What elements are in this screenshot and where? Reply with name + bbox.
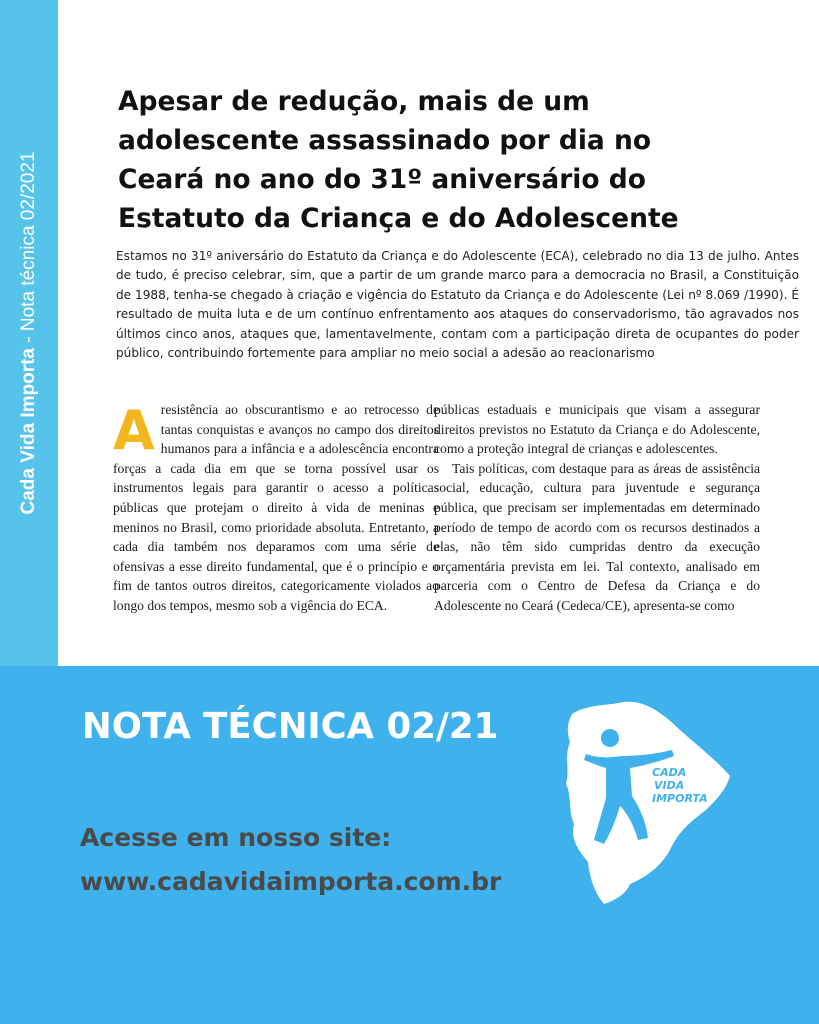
side-brand-text — [18, 152, 40, 515]
article-headline — [118, 82, 768, 238]
headline-line: Estatuto da Criança e do Adolescente — [118, 203, 679, 234]
article-paragraph: públicas estaduais e municipais que visam a assegurar direitos previstos no Estatuto da Criança e do Adolescente, como a proteção integral de crianças e adolescentes. — [434, 402, 760, 457]
nota-tecnica-title: NOTA TÉCNICA 02/21 — [82, 706, 499, 747]
headline-line: Apesar de redução, mais de um — [118, 86, 590, 117]
logo-line: IMPORTA — [652, 792, 708, 805]
site-url-link[interactable]: www.cadavidaimporta.com.br — [80, 867, 502, 896]
article-paragraph: Tais políticas, com destaque para as áreas de assistência social, educação, cultura para juventude e segurança pública, que precisam ser implementadas em determinado período de tempo de acordo com os recursos destinados a elas, não têm sido cumpridas dentro da execução orçamentária prevista em lei. Tal contexto, analisado em parceria com o Centro de Defesa da Criança e do Adolescente no Ceará (Cedeca/CE), apresenta-se como — [434, 460, 760, 613]
side-strip — [0, 0, 58, 666]
article-column-right — [434, 400, 760, 616]
logo-line: VIDA — [654, 779, 685, 792]
article-paragraph: resistência ao obscurantismo e ao retrocesso de tantas conquistas e avanços no campo dos direitos humanos para a infância e a adolescência encontra forças a cada dia em que se torna possível usar os instrumentos legais para garantir o acesso a políticas públicas que protejam o direito à vida de meninas e meninos no Brasil, como prioridade absoluta. Entretanto, a cada dia também nos deparamos com uma série de ofensivas a esse direito fundamental, que é o princípio e o fim de tantos outros direitos, categoricamente violados ao longo dos tempos, mesmo sob a vigência do ECA. — [113, 402, 439, 613]
side-brand-rest: - Nota técnica 02/2021 — [18, 151, 39, 348]
ceara-map-logo-icon — [560, 700, 732, 906]
article-column-left — [113, 400, 439, 616]
drop-cap: A — [113, 399, 155, 462]
headline-line: Ceará no ano do 31º aniversário do — [118, 164, 646, 195]
access-label: Acesse em nosso site: — [80, 823, 392, 852]
side-brand-bold: Cada Vida Importa — [18, 347, 39, 515]
headline-line: adolescente assassinado por dia no — [118, 125, 652, 156]
article-lead: Estamos no 31º aniversário do Estatuto da Criança e do Adolescente (ECA), celebrado no dia 13 de julho. Antes de tudo, é preciso celebrar, sim, que a partir de um grande marco para a democracia no Brasil, a Constituição de 1988, tenha-se chegado à criação e vigência do Estatuto da Criança e do Adolescente (Lei nº 8.069 /1990). É resultado de muita luta e de um contínuo enfrentamento aos ataques do conservadorismo, tão agravados nos últimos cinco anos, ataques que, lamentavelmente, contam com a participação direta de ocupantes do poder público, contribuindo fortemente para ampliar no meio social a adesão ao reacionarismo — [116, 249, 799, 361]
logo-line: CADA — [652, 766, 687, 779]
article-page — [58, 0, 819, 666]
site-access-block — [80, 816, 501, 904]
